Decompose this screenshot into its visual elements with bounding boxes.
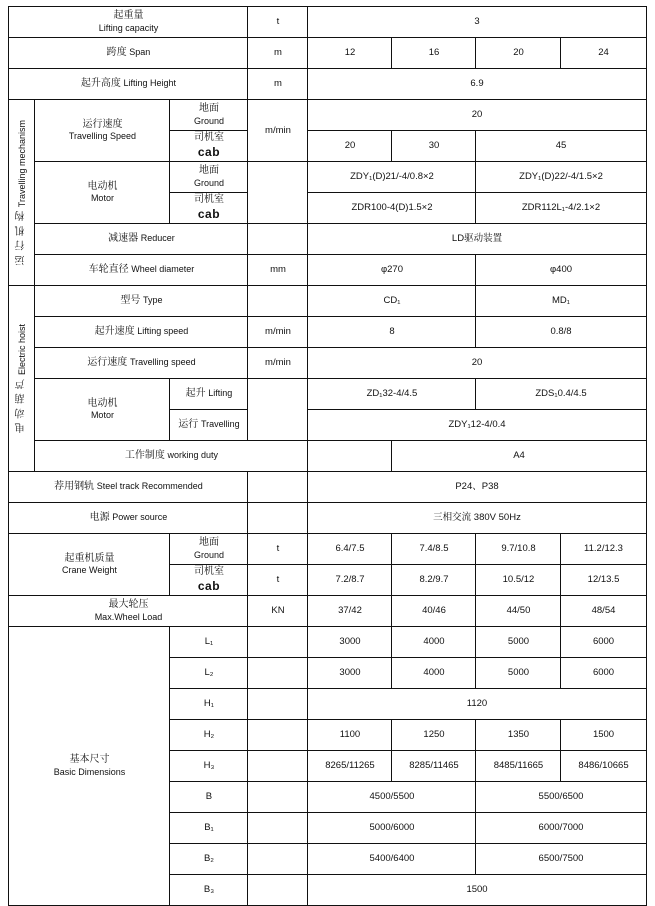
dim-l1-v3: 6000 [561,627,646,658]
value-travelling-speed-cab-2: 45 [476,131,646,162]
unit-power-source-empty [248,503,308,534]
subhead-hoist-motor-travelling: 运行 Travelling [170,410,248,441]
dim-unit-h2 [248,720,308,751]
value-hoist-motor-lifting-1: ZDS₁0.4/4.5 [476,379,646,410]
dim-unit-b2 [248,844,308,875]
table-row-dim-l1 [9,627,646,658]
value-crane-weight-cab-1: 8.2/9.7 [392,565,476,596]
value-lifting-height: 6.9 [308,69,646,100]
value-max-wheel-load-1: 40/46 [392,596,476,627]
unit-travelling-speed: m/min [248,100,308,162]
value-hoist-motor-travelling: ZDY₁12-4/0.4 [308,410,646,441]
value-crane-weight-cab-0: 7.2/8.7 [308,565,392,596]
group-label-electric-hoist: 电 动 葫 芦 Electric hoist [9,286,35,472]
label-reducer: 减速器 Reducer [35,224,248,255]
table-row-hoist-motor-lifting [9,379,646,410]
label-steel-track: 荐用钢轨 Steel track Recommended [9,472,248,503]
subhead-motor-cab: 司机室 cab [170,193,248,224]
value-span-0: 12 [308,38,392,69]
value-crane-weight-ground-2: 9.7/10.8 [476,534,561,565]
unit-lifting-capacity: t [248,7,308,38]
value-wheel-diameter-1: φ400 [476,255,646,286]
value-hoist-travelling-speed: 20 [308,348,646,379]
subhead-crane-weight-ground: 地面 Ground [170,534,248,565]
value-crane-weight-cab-3: 12/13.5 [561,565,646,596]
unit-max-wheel-load: KN [248,596,308,627]
table-row-lifting-speed [9,317,646,348]
value-hoist-type-1: MD₁ [476,286,646,317]
spec-sheet [0,6,655,896]
value-motor-cab-1: ZDR112L₁-4/2.1×2 [476,193,646,224]
dim-unit-b [248,782,308,813]
value-hoist-type-0: CD₁ [308,286,476,317]
dim-b-v0: 4500/5500 [308,782,476,813]
label-span: 跨度 Span [9,38,248,69]
value-max-wheel-load-2: 44/50 [476,596,561,627]
value-power-source: 三相交流 380V 50Hz [308,503,646,534]
unit-hoist-type-empty [248,286,308,317]
dim-unit-b3 [248,875,308,906]
dim-h3-v3: 8486/10665 [561,751,646,782]
dim-unit-l2 [248,658,308,689]
label-lifting-height: 起升高度 Lifting Height [9,69,248,100]
unit-lifting-speed: m/min [248,317,308,348]
unit-hoist-travelling-speed: m/min [248,348,308,379]
dim-b2-v1: 6500/7500 [476,844,646,875]
value-working-duty: A4 [392,441,646,472]
dim-h1-v0: 1120 [308,689,646,720]
dim-h2-v2: 1350 [476,720,561,751]
table-row-working-duty [9,441,646,472]
dim-h2-v1: 1250 [392,720,476,751]
label-basic-dimensions: 基本尺寸 Basic Dimensions [9,627,170,906]
dim-h3-v2: 8485/11665 [476,751,561,782]
dim-l2-v2: 5000 [476,658,561,689]
dim-unit-l1 [248,627,308,658]
value-lifting-speed-0: 8 [308,317,476,348]
value-lifting-speed-1: 0.8/8 [476,317,646,348]
dim-name-l1: L₁ [170,627,248,658]
label-lifting-capacity: 起重量 Lifting capacity [9,7,248,38]
subhead-hoist-motor-lifting: 起升 Lifting [170,379,248,410]
unit-span: m [248,38,308,69]
label-working-duty: 工作制度 working duty [35,441,308,472]
dim-h3-v0: 8265/11265 [308,751,392,782]
dim-h2-v0: 1100 [308,720,392,751]
table-row-span [9,38,646,69]
table-row-reducer [9,224,646,255]
table-row-travelling-speed-ground [9,100,646,131]
dim-l2-v0: 3000 [308,658,392,689]
unit-steel-track-empty [248,472,308,503]
dim-h2-v3: 1500 [561,720,646,751]
dim-b2-v0: 5400/6400 [308,844,476,875]
dim-l2-v1: 4000 [392,658,476,689]
value-hoist-motor-lifting-0: ZD₁32-4/4.5 [308,379,476,410]
dim-name-l2: L₂ [170,658,248,689]
value-motor-ground-0: ZDY₁(D)21/-4/0.8×2 [308,162,476,193]
dim-l1-v1: 4000 [392,627,476,658]
dim-h3-v1: 8285/11465 [392,751,476,782]
value-lifting-capacity: 3 [308,7,646,38]
dim-b1-v0: 5000/6000 [308,813,476,844]
value-span-2: 20 [476,38,561,69]
label-travelling-speed: 运行速度 Travelling Speed [35,100,170,162]
label-hoist-type: 型号 Type [35,286,248,317]
value-travelling-speed-cab-1: 30 [392,131,476,162]
dim-name-b: B [170,782,248,813]
value-crane-weight-ground-0: 6.4/7.5 [308,534,392,565]
dim-unit-b1 [248,813,308,844]
label-motor: 电动机 Motor [35,162,170,224]
group-label-travelling-mechanism: 运 行 机 构 Travelling mechanism [9,100,35,286]
unit-crane-weight-cab: t [248,565,308,596]
dim-b3-v0: 1500 [308,875,646,906]
table-row-motor-ground [9,162,646,193]
value-motor-ground-1: ZDY₁(D)22/-4/1.5×2 [476,162,646,193]
table-row-max-wheel-load [9,596,646,627]
table-row-power-source [9,503,646,534]
unit-lifting-height: m [248,69,308,100]
dim-name-h2: H₂ [170,720,248,751]
dim-unit-h1 [248,689,308,720]
table-row-lifting-capacity [9,7,646,38]
label-crane-weight: 起重机质量 Crane Weight [9,534,170,596]
label-hoist-motor: 电动机 Motor [35,379,170,441]
subhead-motor-ground: 地面 Ground [170,162,248,193]
crane-specification-table [8,6,646,906]
table-row-hoist-type [9,286,646,317]
dim-l1-v0: 3000 [308,627,392,658]
table-row-hoist-travelling-speed [9,348,646,379]
dim-unit-h3 [248,751,308,782]
dim-name-h1: H₁ [170,689,248,720]
table-row-steel-track [9,472,646,503]
table-row-wheel-diameter [9,255,646,286]
label-power-source: 电源 Power source [9,503,248,534]
label-wheel-diameter: 车轮直径 Wheel diameter [35,255,248,286]
subhead-travelling-speed-cab: 司机室 cab [170,131,248,162]
value-motor-cab-0: ZDR100-4(D)1.5×2 [308,193,476,224]
dim-b-v1: 5500/6500 [476,782,646,813]
table-row-lifting-height [9,69,646,100]
dim-name-b2: B₂ [170,844,248,875]
value-steel-track: P24、P38 [308,472,646,503]
value-travelling-speed-ground: 20 [308,100,646,131]
unit-wheel-diameter: mm [248,255,308,286]
value-crane-weight-ground-3: 11.2/12.3 [561,534,646,565]
value-travelling-speed-cab-0: 20 [308,131,392,162]
value-crane-weight-cab-2: 10.5/12 [476,565,561,596]
label-max-wheel-load: 最大轮压 Max.Wheel Load [9,596,248,627]
value-span-3: 24 [561,38,646,69]
label-lifting-speed: 起升速度 Lifting speed [35,317,248,348]
value-reducer: LD驱动装置 [308,224,646,255]
label-hoist-travelling-speed: 运行速度 Travelling speed [35,348,248,379]
value-span-1: 16 [392,38,476,69]
dim-name-h3: H₃ [170,751,248,782]
unit-reducer-empty [248,224,308,255]
unit-motor-empty [248,162,308,224]
unit-crane-weight-ground: t [248,534,308,565]
dim-name-b1: B₁ [170,813,248,844]
subhead-travelling-speed-ground: 地面 Ground [170,100,248,131]
value-wheel-diameter-0: φ270 [308,255,476,286]
dim-l2-v3: 6000 [561,658,646,689]
unit-working-duty-empty [308,441,392,472]
subhead-crane-weight-cab: 司机室 cab [170,565,248,596]
unit-hoist-motor-empty [248,379,308,441]
table-row-crane-weight-ground [9,534,646,565]
dim-l1-v2: 5000 [476,627,561,658]
dim-name-b3: B₃ [170,875,248,906]
dim-b1-v1: 6000/7000 [476,813,646,844]
value-crane-weight-ground-1: 7.4/8.5 [392,534,476,565]
value-max-wheel-load-3: 48/54 [561,596,646,627]
value-max-wheel-load-0: 37/42 [308,596,392,627]
